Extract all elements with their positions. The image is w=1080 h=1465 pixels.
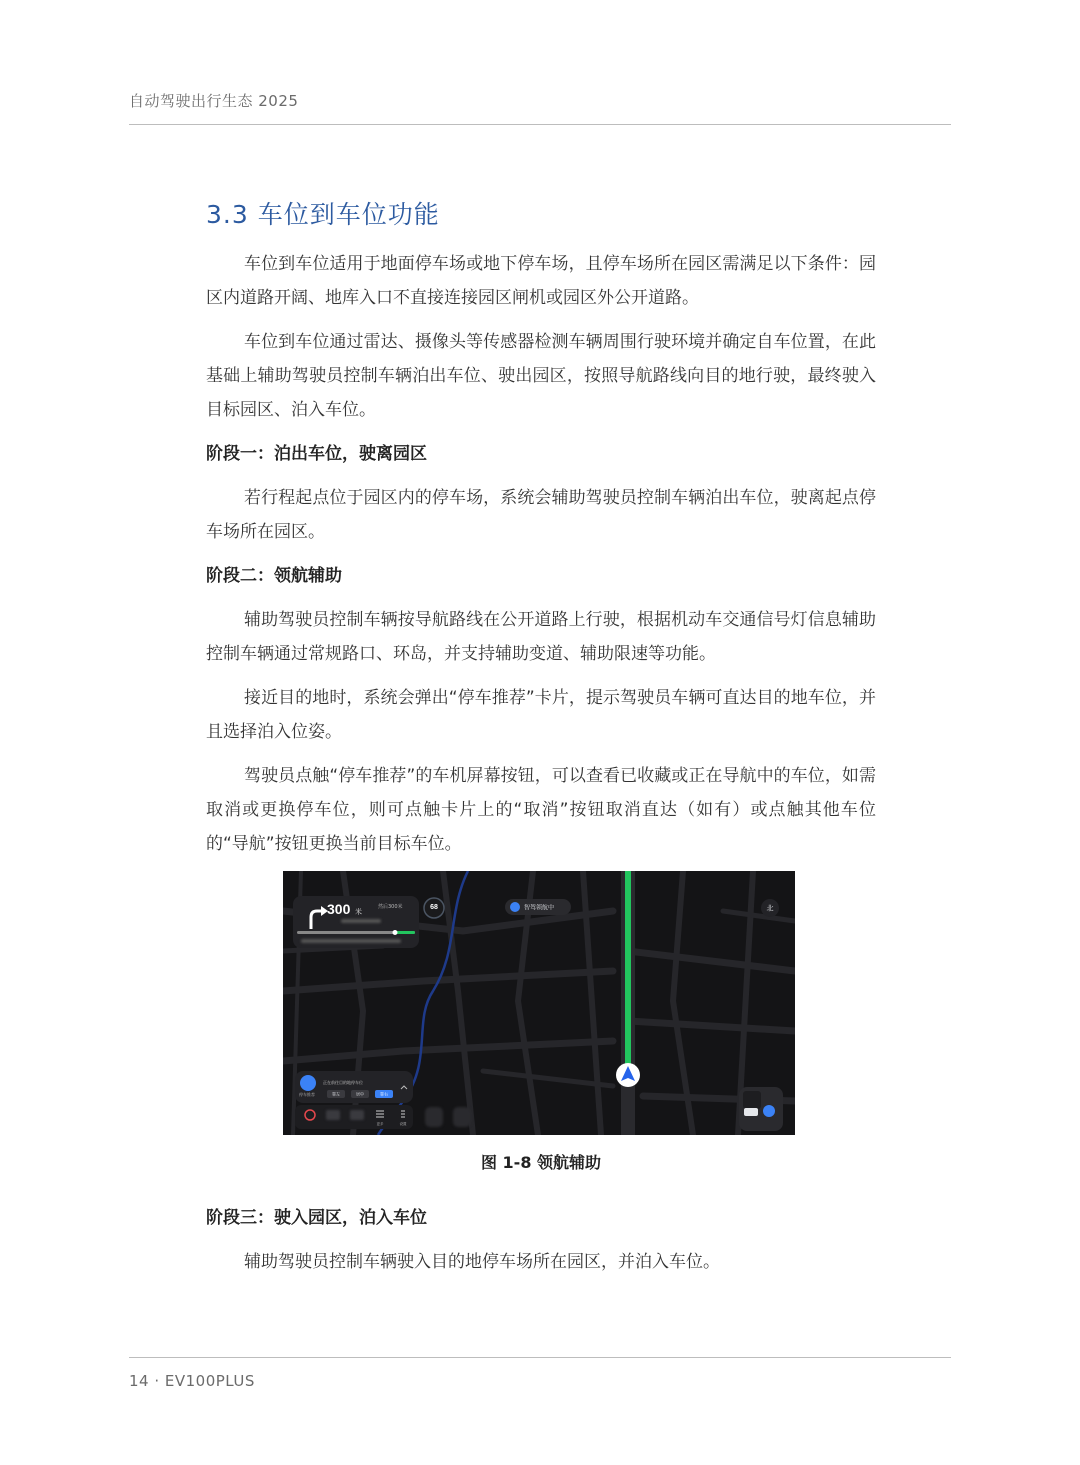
route-progress-marker	[393, 930, 398, 935]
turn-distance: 300	[327, 901, 351, 917]
intro-paragraph-2: 车位到车位通过雷达、摄像头等传感器检测车辆周围行驶环境并确定自车位置，在此基础上辅助驾驶员控制车辆泊出车位、驶出园区，按照导航路线向目的地行驶，最终驶入目标园区、泊入车位。	[206, 332, 876, 420]
running-header: 自动驾驶出行生态 2025	[129, 92, 299, 110]
side-control-2[interactable]	[453, 1107, 471, 1127]
stage-2-paragraph-2: 接近目的地时，系统会弹出“停车推荐”卡片，提示驾驶员车辆可直达目的地车位，并且选择泊入位姿。	[206, 688, 876, 742]
pose-center-label: 居中	[356, 1091, 364, 1097]
more-menu-label: 更多	[376, 1122, 384, 1126]
page-content	[206, 195, 876, 1289]
stage-2-heading: 阶段二：领航辅助	[206, 566, 342, 586]
footer-divider	[129, 1357, 951, 1358]
stage-3-heading: 阶段三：驶入园区，泊入车位	[206, 1208, 427, 1228]
parking-agent-avatar	[300, 1075, 316, 1091]
eta-info-blurred	[301, 939, 401, 943]
route-line	[625, 871, 631, 1066]
autopilot-status-text: 智驾领航中	[524, 904, 555, 912]
speed-limit-value: 68	[430, 904, 438, 911]
dock-item-blurred-1[interactable]	[326, 1110, 340, 1120]
parking-card-tip: 正在前往目的地停车位	[323, 1080, 363, 1085]
route-progress-remaining	[395, 931, 415, 934]
header-divider	[129, 124, 951, 125]
vehicle-model-icon	[744, 1108, 758, 1116]
autopilot-icon	[510, 902, 520, 912]
side-control-1[interactable]	[425, 1107, 443, 1127]
settings-label: 设置	[399, 1122, 407, 1126]
stage-2-paragraph-3: 驾驶员点触“停车推荐”的车机屏幕按钮，可以查看已收藏或正在导航中的车位，如需取消或更换停车位，则可点触卡片上的“取消”按钮取消直达（如有）或点触其他车位的“导航”按钮更换当前目标车位。	[206, 766, 876, 854]
next-turn-hint: 然后300米	[378, 904, 403, 910]
minimap-roads	[743, 1091, 761, 1109]
road-name-blurred	[341, 919, 381, 923]
stage-3-paragraph: 辅助驾驶员控制车辆驶入目的地停车场所在园区，并泊入车位。	[244, 1252, 720, 1272]
pose-right-label: 靠右	[380, 1091, 388, 1097]
page-footer: 14 · EV100PLUS	[129, 1372, 255, 1390]
pose-left-label: 靠左	[332, 1091, 340, 1097]
navigation-screenshot-figure	[283, 871, 795, 1135]
stage-1-paragraph: 若行程起点位于园区内的停车场，系统会辅助驾驶员控制车辆泊出车位，驶离起点停车场所在园区。	[206, 488, 876, 542]
figure-caption: 图 1-8 领航辅助	[480, 1153, 602, 1172]
navigation-screen	[283, 871, 795, 1135]
stage-1-heading: 阶段一：泊出车位，驶离园区	[206, 444, 427, 464]
compass-label: 北	[766, 904, 774, 913]
section-title: 3.3 车位到车位功能	[206, 200, 440, 229]
turn-distance-unit: 米	[355, 908, 362, 916]
intro-paragraph-1: 车位到车位适用于地面停车场或地下停车场，且停车场所在园区需满足以下条件：园区内道路开阔、地库入口不直接连接园区闸机或园区外公开道路。	[206, 254, 876, 308]
stage-2-paragraph-1: 辅助驾驶员控制车辆按导航路线在公开道路上行驶，根据机动车交通信号灯信息辅助控制车辆通过常规路口、环岛，并支持辅助变道、辅助限速等功能。	[206, 610, 876, 664]
parking-card-label: 停车推荐	[299, 1092, 315, 1097]
dock-item-blurred-2[interactable]	[350, 1110, 364, 1120]
locate-vehicle-icon[interactable]	[763, 1105, 775, 1117]
